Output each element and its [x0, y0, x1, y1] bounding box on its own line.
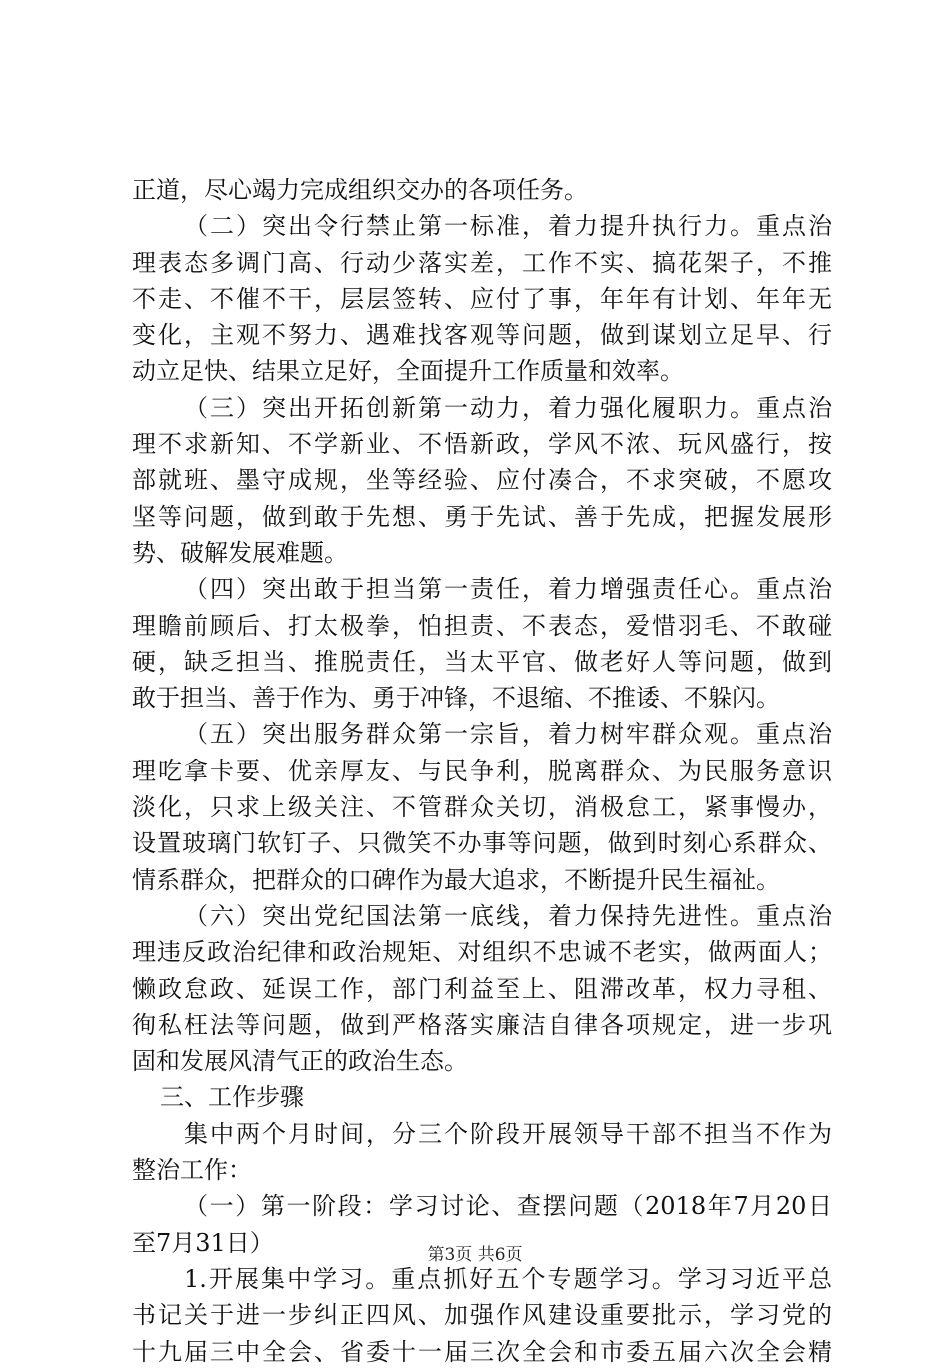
- text-line: 整治工作：: [132, 1156, 252, 1185]
- text-line: 1.开展集中学习。重点抓好五个专题学习。学习习近平总: [184, 1264, 832, 1293]
- text-line: 动立足快、结果立足好，全面提升工作质量和效率。: [132, 357, 684, 386]
- text-line: 设置玻璃门软钉子、只微笑不办事等问题，做到时刻心系群众、: [132, 829, 832, 858]
- text-line: 集中两个月时间，分三个阶段开展领导干部不担当不作为: [184, 1119, 832, 1148]
- text-line: 不走、不催不干，层层签转、应付了事，年年有计划、年年无: [132, 284, 832, 313]
- text-line: （五）突出服务群众第一宗旨，着力树牢群众观。重点治: [184, 720, 832, 749]
- text-line: 书记关于进一步纠正四风、加强作风建设重要批示，学习党的: [132, 1301, 832, 1330]
- document-body: [132, 172, 832, 1370]
- text-line: （六）突出党纪国法第一底线，着力保持先进性。重点治: [184, 901, 832, 930]
- text-line: （一）第一阶段：学习讨论、查摆问题（2018年7月20日: [184, 1192, 832, 1221]
- text-line: 懒政怠政、延误工作，部门利益至上、阻滞改革，权力寻租、: [132, 974, 832, 1003]
- text-line: 势、破解发展难题。: [132, 538, 348, 567]
- text-line: （四）突出敢于担当第一责任，着力增强责任心。重点治: [184, 575, 832, 604]
- text-line: 变化，主观不努力、遇难找客观等问题，做到谋划立足早、行: [132, 321, 832, 350]
- text-line: 理不求新知、不学新业、不悟新政，学风不浓、玩风盛行，按: [132, 430, 832, 459]
- text-line: 至7月31日）: [132, 1228, 274, 1257]
- text-line: 坚等问题，做到敢于先想、勇于先试、善于先成，把握发展形: [132, 502, 832, 531]
- text-line: 三、工作步骤: [160, 1083, 304, 1112]
- text-line: 理吃拿卡要、优亲厚友、与民争利，脱离群众、为民服务意识: [132, 756, 832, 785]
- text-line: 十九届三中全会、省委十一届三次全会和市委五届六次全会精: [132, 1337, 832, 1366]
- text-line: 淡化，只求上级关注、不管群众关切，消极怠工，紧事慢办，: [132, 793, 832, 822]
- text-line: 固和发展风清气正的政治生态。: [132, 1047, 468, 1076]
- text-line: 理违反政治纪律和政治规矩、对组织不忠诚不老实，做两面人；: [132, 938, 832, 967]
- text-line: （三）突出开拓创新第一动力，着力强化履职力。重点治: [184, 393, 832, 422]
- text-line: 敢于担当、善于作为、勇于冲锋，不退缩、不推诿、不躲闪。: [132, 684, 780, 713]
- text-line: 正道，尽心竭力完成组织交办的各项任务。: [132, 176, 588, 204]
- text-line: （二）突出令行禁止第一标准，着力提升执行力。重点治: [184, 212, 832, 241]
- page-footer: 第3页 共6页: [427, 1245, 523, 1265]
- text-line: 徇私枉法等问题，做到严格落实廉洁自律各项规定，进一步巩: [132, 1010, 832, 1039]
- text-line: 理表态多调门高、行动少落实差，工作不实、搞花架子，不推: [132, 248, 832, 277]
- text-line: 情系群众，把群众的口碑作为最大追求，不断提升民生福祉。: [132, 865, 780, 894]
- text-line: 部就班、墨守成规，坐等经验、应付凑合，不求突破，不愿攻: [132, 466, 832, 495]
- text-line: 硬，缺乏担当、推脱责任，当太平官、做老好人等问题，做到: [132, 647, 832, 676]
- text-line: 理瞻前顾后、打太极拳，怕担责、不表态，爱惜羽毛、不敢碰: [132, 611, 832, 640]
